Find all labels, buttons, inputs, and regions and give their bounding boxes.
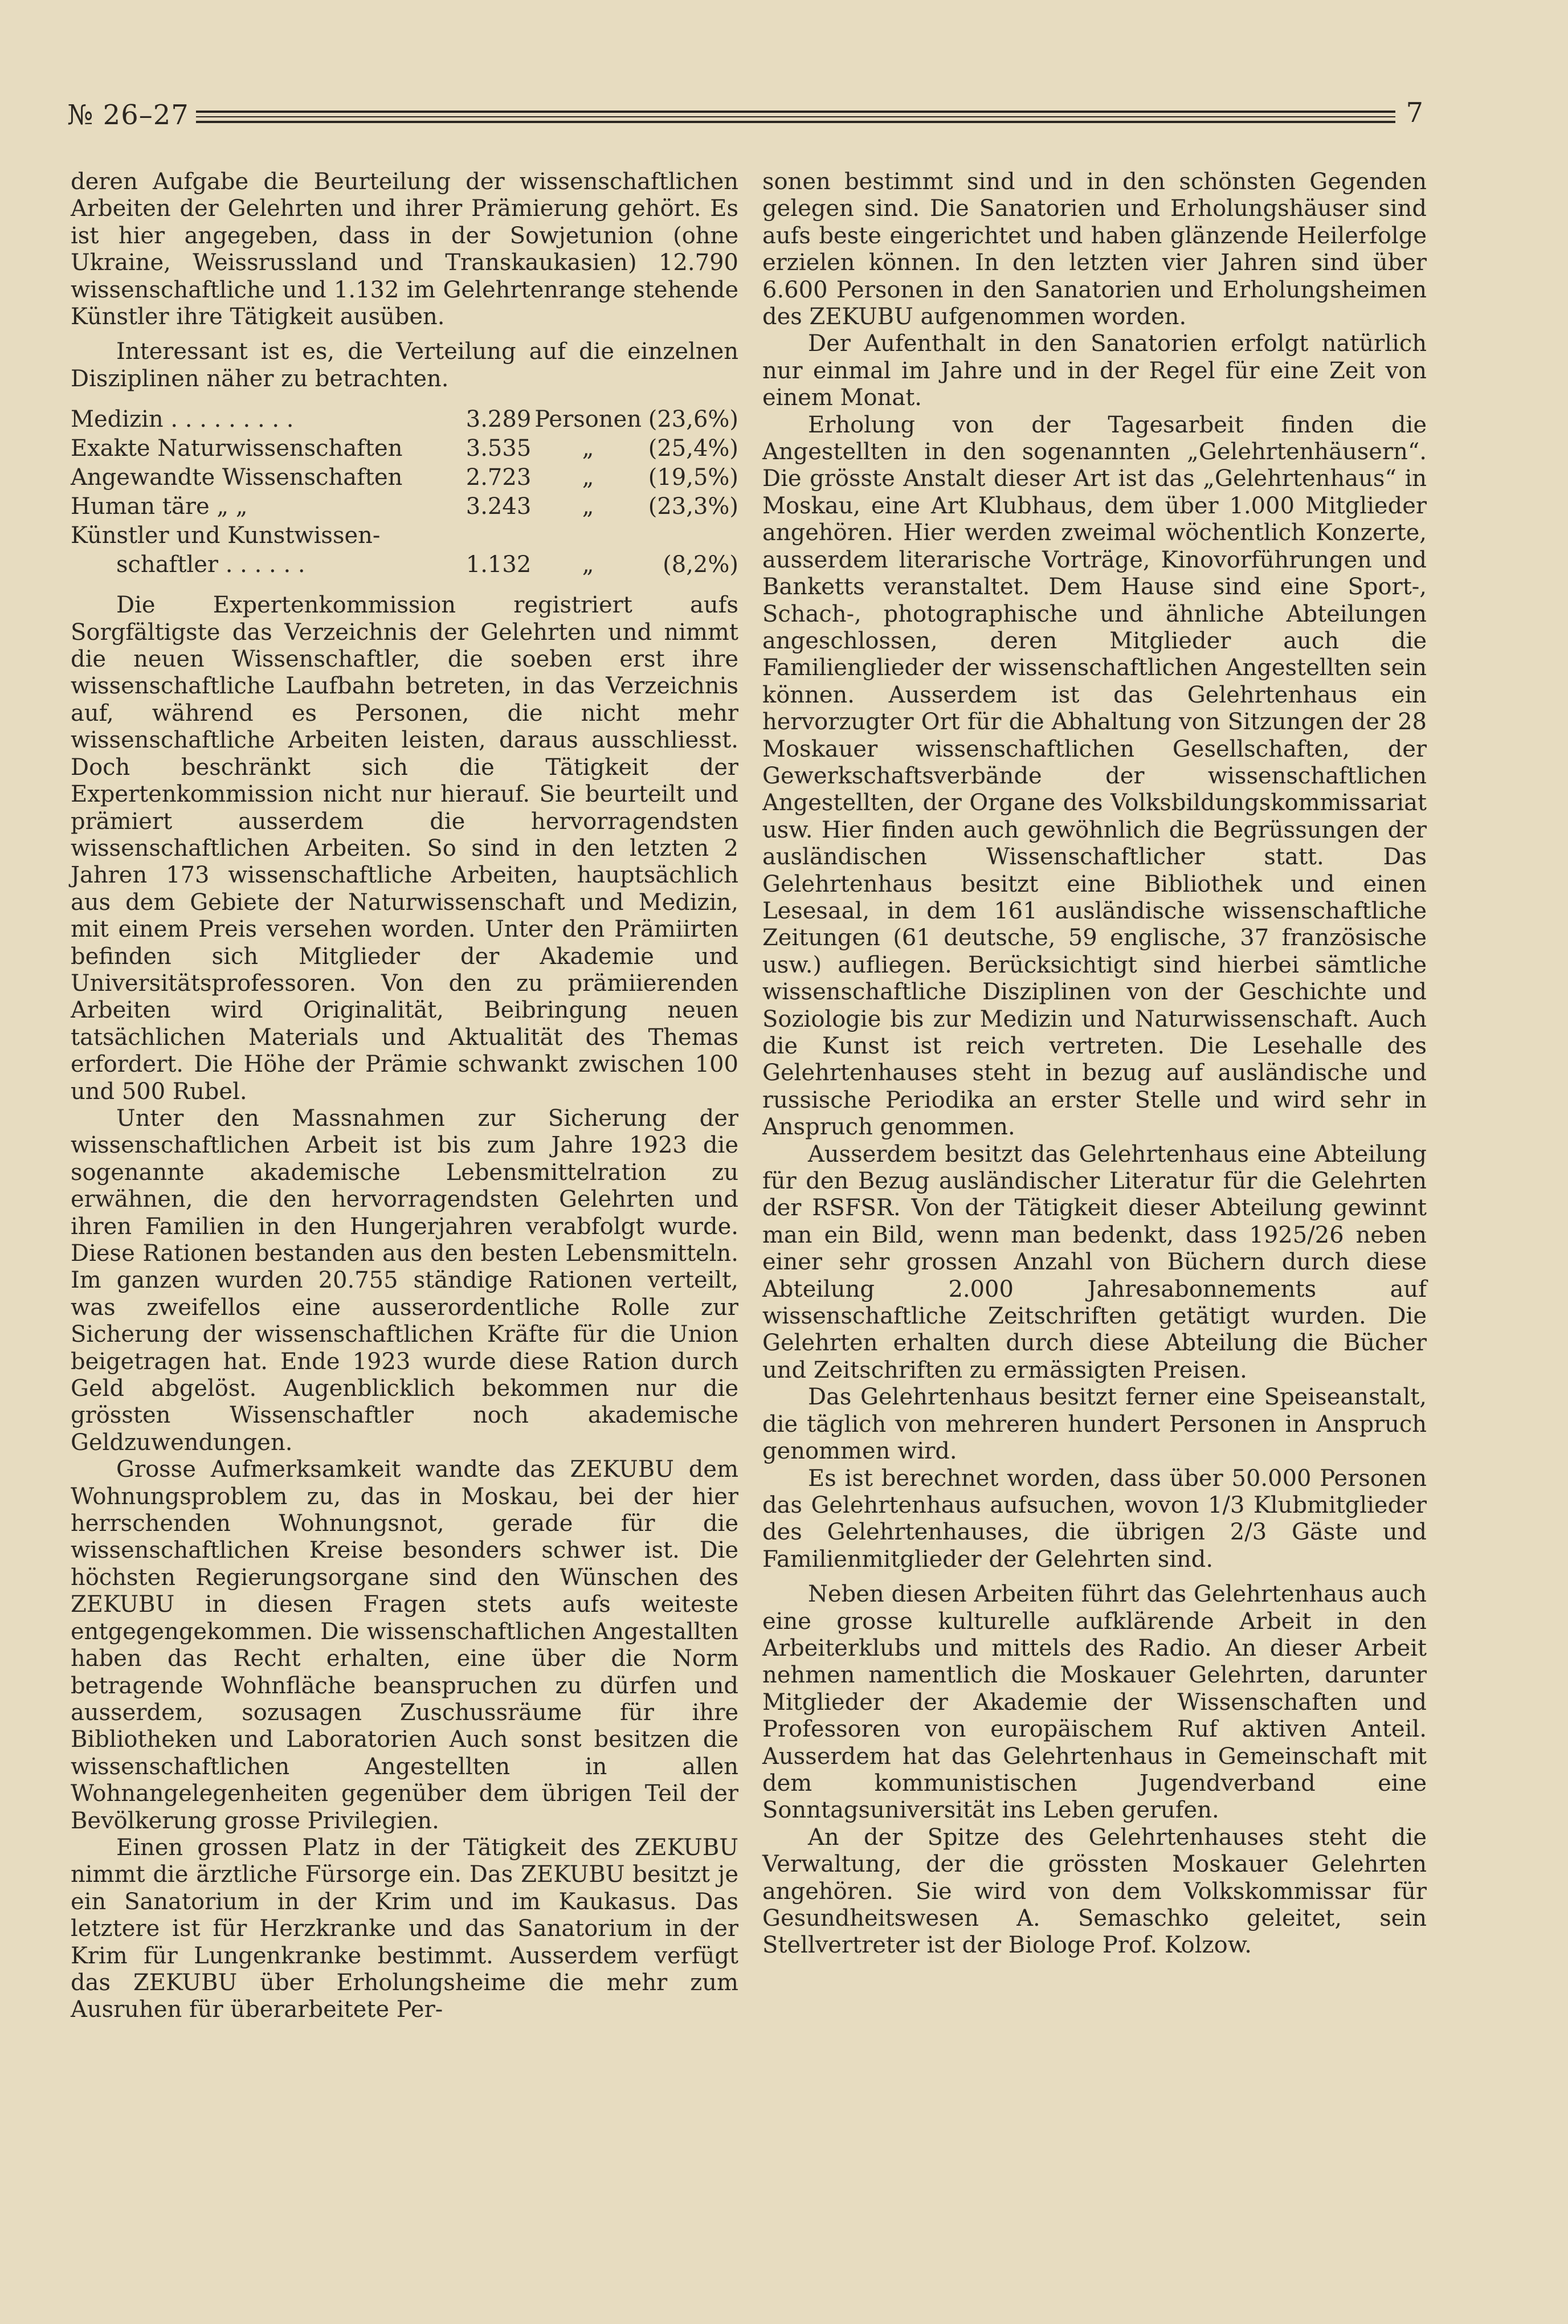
discipline-label: Human täre „ „ [71, 493, 248, 520]
discipline-label: schaftler . . . . . . [116, 552, 305, 578]
discipline-percent: (19,5%) [648, 464, 738, 491]
discipline-count: 3.243 [466, 493, 532, 520]
table-row [71, 492, 738, 521]
paragraph: Es ist berechnet worden, dass über 50.000 Personen das Gelehrtenhaus aufsuchen, wovon 1/3 Klubmitglieder des Gelehrtenhauses, die übrigen 2/3 Gäste und Familienmitglieder der Gelehrten sind. [762, 1465, 1427, 1573]
paragraph: Ausserdem besitzt das Gelehrtenhaus eine Abteilung für den Bezug ausländischer Literatur für die Gelehrten der RSFSR. Von der Tätigkeit dieser Abteilung gewinnt man ein Bild, wenn man bedenkt, dass 1925/26 neben einer sehr grossen Anzahl von Büchern durch diese Abteilung 2.000 Jahresabonnements auf wissenschaftliche Zeitschriften getätigt wurden. Die Gelehrten erhalten durch diese Abteilung die Bücher und Zeitschriften zu ermässigten Preisen. [762, 1141, 1427, 1383]
table-row [71, 463, 738, 492]
ditto-mark: „ [582, 464, 594, 491]
ditto-mark: „ [582, 552, 594, 578]
discipline-percent: (23,6%) [648, 406, 738, 433]
discipline-count: 3.535 [466, 435, 532, 462]
ditto-mark: „ [582, 493, 594, 520]
paragraph: Einen grossen Platz in der Tätigkeit des ZEKUBU nimmt die ärztliche Fürsorge ein. Das ZEKUBU besitzt je ein Sanatorium in der Krim und im Kaukasus. Das letztere ist für Herzkranke und das Sanatorium in der Krim für Lungenkranke bestimmt. Ausserdem verfügt das ZEKUBU über Erholungsheime die mehr zum Ausruhen für überarbeitete Per- [71, 1834, 738, 2023]
table-row [71, 550, 738, 579]
paragraph: Erholung von der Tagesarbeit finden die Angestellten in den sogenannten „Gelehrtenhäusern“. Die grösste Anstalt dieser Art ist das „Gelehrtenhaus“ in Moskau, eine Art Klubhaus, dem über 1.000 Mitglieder angehören. Hier werden zweimal wöchentlich Konzerte, ausserdem literarische Vorträge, Kinovorführungen und Banketts veranstaltet. Dem Hause sind eine Sport-, Schach-, photographische und ähnliche Abteilungen angeschlossen, deren Mitglieder auch die Familienglieder der wissenschaftlichen Angestellten sein können. Ausserdem ist das Gelehrtenhaus ein hervorzugter Ort für die Abhaltung von Sitzungen der 28 Moskauer wissenschaftlichen Gesellschaften, der Gewerkschaftsverbände der wissenschaftlichen Angestellten, der Organe des Volksbildungskommissariat usw. Hier finden auch gewöhnlich die Begrüssungen der ausländischen Wissenschaftlicher statt. Das Gelehrtenhaus besitzt eine Bibliothek und einen Lesesaal, in dem 161 ausländische wissenschaftliche Zeitungen (61 deutsche, 59 englische, 37 französische usw.) aufliegen. Berücksichtigt sind hierbei sämtliche wissenschaftliche Disziplinen von der Geschichte und Soziologie bis zur Medizin und Naturwissenschaft. Auch die Kunst ist reich vertreten. Die Lesehalle des Gelehrtenhauses steht in bezug auf ausländische und russische Periodika an erster Stelle und wird sehr in Anspruch genommen. [762, 411, 1427, 1141]
header-rule [196, 107, 1396, 123]
discipline-count: 2.723 [466, 464, 532, 491]
discipline-percent: (25,4%) [648, 435, 738, 462]
discipline-percent: (23,3%) [648, 493, 738, 520]
ditto-mark: „ [582, 435, 594, 462]
page-number: 7 [1406, 97, 1423, 129]
paragraph: Unter den Massnahmen zur Sicherung der wissenschaftlichen Arbeit ist bis zum Jahre 1923 die sogenannte akademische Lebensmittelration zu erwähnen, die den hervorragendsten Gelehrten und ihren Familien in den Hungerjahren verabfolgt wurde. Diese Rationen bestanden aus den besten Lebensmitteln. Im ganzen wurden 20.755 ständige Rationen verteilt, was zweifellos eine ausserordentliche Rolle zur Sicherung der wissenschaftlichen Kräfte für die Union beigetragen hat. Ende 1923 wurde diese Ration durch Geld abgelöst. Augenblicklich bekommen nur die grössten Wissenschaftler noch akademische Geldzuwendungen. [71, 1105, 738, 1456]
discipline-label: Medizin . . . . . . . . . [71, 406, 294, 433]
paragraph: Grosse Aufmerksamkeit wandte das ZEKUBU dem Wohnungsproblem zu, das in Moskau, bei der hier herrschenden Wohnungsnot, gerade für die wissenschaftlichen Kreise besonders schwer ist. Die höchsten Regierungsorgane sind den Wünschen des ZEKUBU in diesen Fragen stets aufs weiteste entgegengekommen. Die wissenschaftlichen Angestallten haben das Recht erhalten, eine über die Norm betragende Wohnfläche beanspruchen zu dürfen und ausserdem, sozusagen Zuschussräume für ihre Bibliotheken und Laboratorien Auch sonst besitzen die wissenschaftlichen Angestellten in allen Wohnangelegenheiten gegenüber dem übrigen Teil der Bevölkerung grosse Privilegien. [71, 1456, 738, 1834]
paragraph: An der Spitze des Gelehrtenhauses steht die Verwaltung, der die grössten Moskauer Gelehrten angehören. Sie wird von dem Volkskommissar für Gesundheitswesen A. Semaschko geleitet, sein Stellvertreter ist der Biologe Prof. Kolzow. [762, 1824, 1427, 1959]
discipline-label: Angewandte Wissenschaften [71, 464, 403, 491]
paragraph: sonen bestimmt sind und in den schönsten Gegenden gelegen sind. Die Sanatorien und Erholungshäuser sind aufs beste eingerichtet und haben glänzende Heilerfolge erzielen können. In den letzten vier Jahren sind über 6.600 Personen in den Sanatorien und Erholungsheimen des ZEKUBU aufgenommen worden. [762, 169, 1427, 330]
discipline-label: Künstler und Kunstwissen- [71, 522, 381, 549]
right-column [762, 169, 1427, 1959]
page-header [67, 85, 1423, 131]
discipline-count: 3.289 [466, 406, 532, 433]
discipline-stats-table [71, 405, 738, 579]
table-row [71, 434, 738, 463]
table-row [71, 521, 738, 550]
paragraph: deren Aufgabe die Beurteilung der wissenschaftlichen Arbeiten der Gelehrten und ihrer Prämierung gehört. Es ist hier angegeben, dass in der Sowjetunion (ohne Ukraine, Weissrussland und Transkaukasien) 12.790 wissenschaftliche und 1.132 im Gelehrtenrange stehende Künstler ihre Tätigkeit ausüben. [71, 169, 738, 330]
paragraph: Das Gelehrtenhaus besitzt ferner eine Speiseanstalt, die täglich von mehreren hundert Personen in Anspruch genommen wird. [762, 1384, 1427, 1465]
discipline-unit: Personen [534, 406, 642, 433]
discipline-count: 1.132 [466, 552, 532, 578]
paragraph: Der Aufenthalt in den Sanatorien erfolgt natürlich nur einmal im Jahre und in der Regel für eine Zeit von einem Monat. [762, 330, 1427, 411]
paragraph: Interessant ist es, die Verteilung auf die einzelnen Disziplinen näher zu betrachten. [71, 338, 738, 392]
discipline-percent: (8,2%) [663, 552, 738, 578]
table-row [71, 405, 738, 434]
paragraph: Neben diesen Arbeiten führt das Gelehrtenhaus auch eine grosse kulturelle aufklärende Arbeit in den Arbeiterklubs und mittels des Radio. An dieser Arbeit nehmen namentlich die Moskauer Gelehrten, darunter Mitglieder der Akademie der Wissenschaften und Professoren von europäischem Ruf aktiven Anteil. Ausserdem hat das Gelehrtenhaus in Gemeinschaft mit dem kommunistischen Jugendverband eine Sonntagsuniversität ins Leben gerufen. [762, 1581, 1427, 1824]
paragraph: Die Expertenkommission registriert aufs Sorgfältigste das Verzeichnis der Gelehrten und nimmt die neuen Wissenschaftler, die soeben erst ihre wissenschaftliche Laufbahn betreten, in das Verzeichnis auf, während es Personen, die nicht mehr wissenschaftliche Arbeiten leisten, daraus ausschliesst. Doch beschränkt sich die Tätigkeit der Expertenkommission nicht nur hierauf. Sie beurteilt und prämiert ausserdem die hervorragendsten wissenschaftlichen Arbeiten. So sind in den letzten 2 Jahren 173 wissenschaftliche Arbeiten, hauptsächlich aus dem Gebiete der Naturwissenschaft und Medizin, mit einem Preis versehen worden. Unter den Prämiirten befinden sich Mitglieder der Akademie und Universitätsprofessoren. Von den zu prämiierenden Arbeiten wird Originalität, Beibringung neuen tatsächlichen Materials und Aktualität des Themas erfordert. Die Höhe der Prämie schwankt zwischen 100 und 500 Rubel. [71, 592, 738, 1105]
left-column [71, 169, 738, 2024]
discipline-label: Exakte Naturwissenschaften [71, 435, 403, 462]
issue-number: № 26–27 [67, 99, 189, 131]
